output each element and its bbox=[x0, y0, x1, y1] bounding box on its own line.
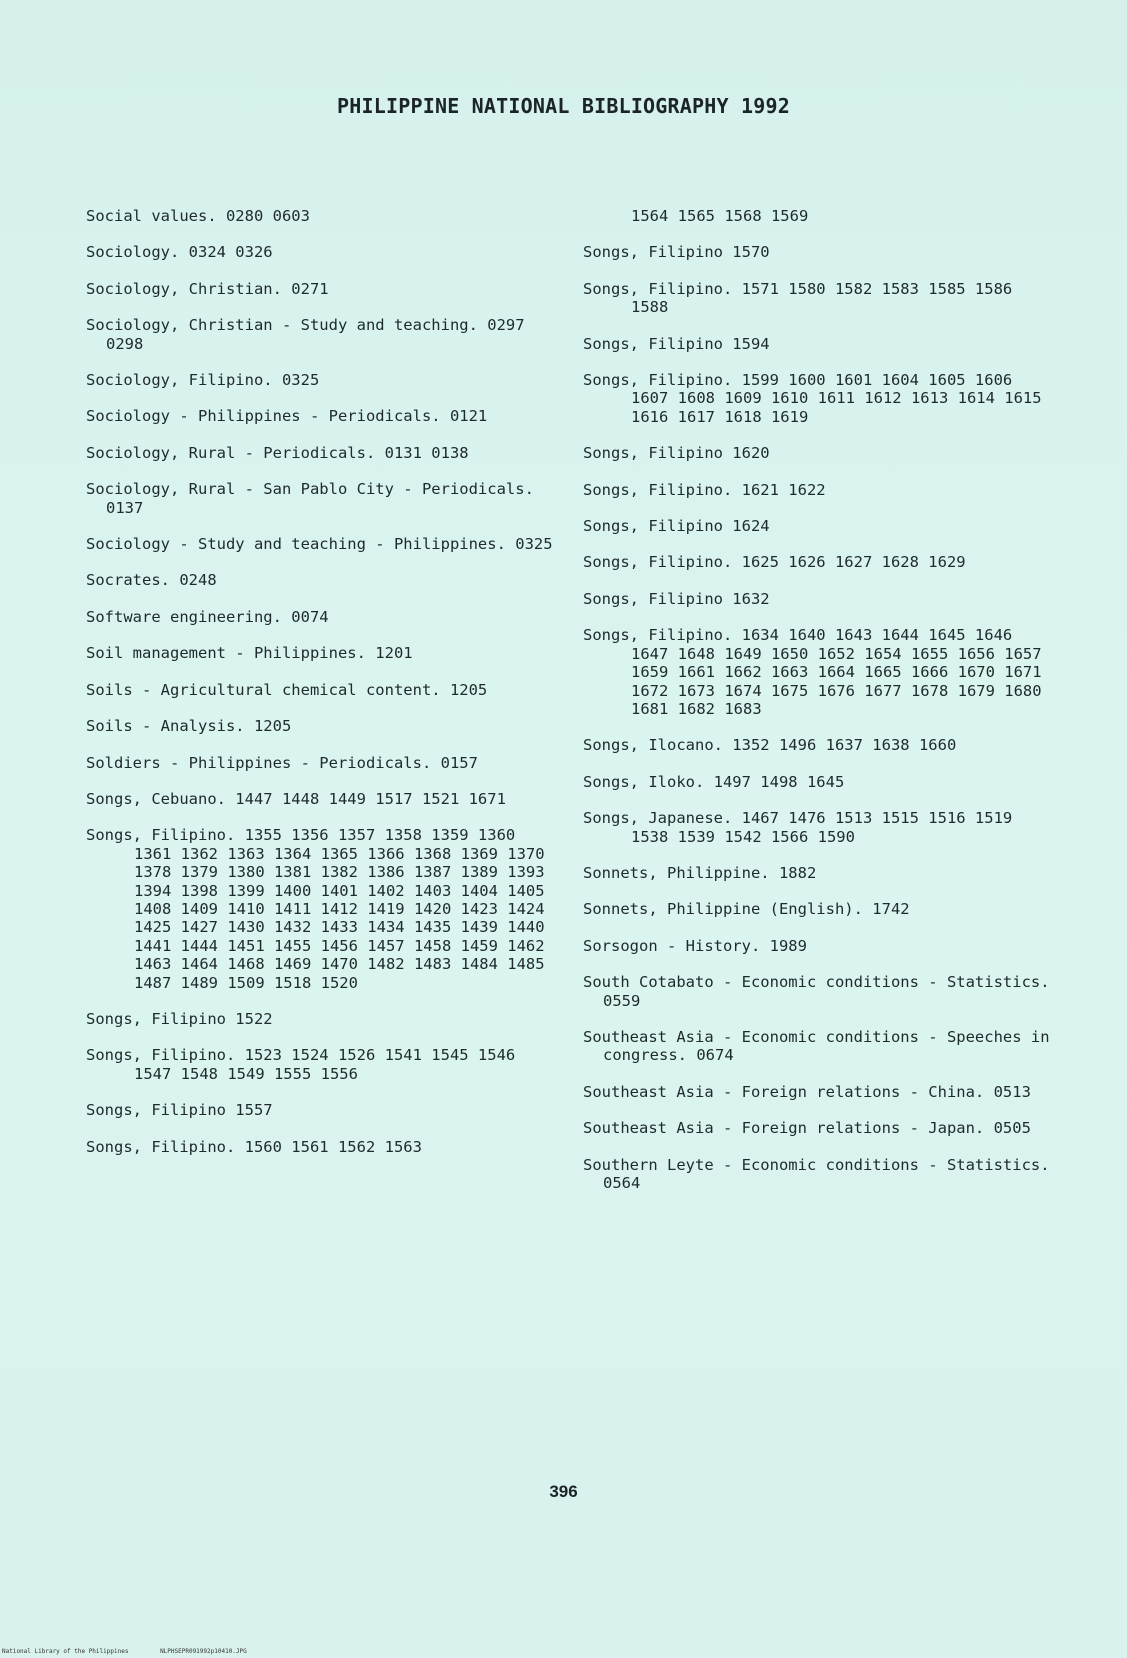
index-entry: Soil management - Philippines. 1201 bbox=[86, 644, 413, 663]
index-entry: Sonnets, Philippine. 1882 bbox=[583, 863, 817, 882]
index-entry: Sociology, Filipino. 0325 bbox=[86, 371, 320, 390]
file-id: NLPHSEPR091992p10410.JPG bbox=[160, 1648, 247, 1655]
index-entry: Sociology, Christian - Study and teaching. 0297 0298 bbox=[86, 316, 525, 353]
left-column bbox=[86, 207, 556, 1174]
index-entry: Songs, Cebuano. 1447 1448 1449 1517 1521 1671 bbox=[86, 789, 506, 808]
index-entry: Songs, Japanese. 1467 1476 1513 1515 1516 1519 1538 1539 1542 1566 1590 bbox=[583, 809, 1013, 846]
index-entry: Sociology. 0324 0326 bbox=[86, 243, 273, 262]
index-entry: Sociology - Philippines - Periodicals. 0121 bbox=[86, 407, 488, 426]
index-entry: Socrates. 0248 bbox=[86, 571, 217, 590]
index-entry: Soils - Analysis. 1205 bbox=[86, 717, 292, 736]
index-entry: South Cotabato - Economic conditions - Statistics. 0559 bbox=[583, 973, 1050, 1010]
index-entry: Songs, Filipino 1570 bbox=[583, 243, 770, 262]
right-column bbox=[583, 207, 1053, 1210]
index-entry: Songs, Filipino 1557 bbox=[86, 1101, 273, 1120]
index-entry: Songs, Filipino. 1634 1640 1643 1644 1645 1646 1647 1648 1649 1650 1652 1654 1655 1656 1657 1659 1661 1662 1663 1664 1665 1666 1670 1671 1672 1673 1674 1675 1676 1677 1678 1679 1680 1681 1682 1683 bbox=[583, 626, 1042, 718]
index-entry: Songs, Filipino 1620 bbox=[583, 444, 770, 463]
index-entry: Sociology - Study and teaching - Philippines. 0325 bbox=[86, 535, 553, 554]
index-entry: Sorsogon - History. 1989 bbox=[583, 936, 807, 955]
index-entry: Software engineering. 0074 bbox=[86, 607, 329, 626]
index-entry: Songs, Filipino 1624 bbox=[583, 517, 770, 536]
index-entry: Sociology, Christian. 0271 bbox=[86, 279, 329, 298]
index-entry: Southeast Asia - Foreign relations - China. 0513 bbox=[583, 1082, 1031, 1101]
index-entry: Songs, Filipino 1632 bbox=[583, 589, 770, 608]
index-entry: Songs, Filipino. 1599 1600 1601 1604 1605 1606 1607 1608 1609 1610 1611 1612 1613 1614 1615 1616 1617 1618 1619 bbox=[583, 371, 1042, 426]
index-entry: Sociology, Rural - San Pablo City - Periodicals. 0137 bbox=[86, 480, 534, 517]
index-entry: Soils - Agricultural chemical content. 1205 bbox=[86, 680, 488, 699]
index-entry: Songs, Filipino. 1571 1580 1582 1583 1585 1586 1588 bbox=[583, 279, 1013, 317]
index-entry: Sociology, Rural - Periodicals. 0131 0138 bbox=[86, 443, 469, 462]
library-credit: National Library of the Philippines bbox=[2, 1648, 129, 1655]
index-entry-continuation: 1564 1565 1568 1569 bbox=[631, 207, 809, 225]
index-entry: Southeast Asia - Economic conditions - Speeches in congress. 0674 bbox=[583, 1027, 1050, 1065]
index-entry: Southern Leyte - Economic conditions - Statistics. 0564 bbox=[583, 1155, 1050, 1192]
index-entry: Songs, Filipino. 1560 1561 1562 1563 bbox=[86, 1137, 422, 1156]
index-entry: Songs, Filipino 1522 bbox=[86, 1009, 273, 1028]
index-entry: Songs, Iloko. 1497 1498 1645 bbox=[583, 772, 845, 791]
index-entry: Songs, Ilocano. 1352 1496 1637 1638 1660 bbox=[583, 736, 957, 755]
page-title: PHILIPPINE NATIONAL BIBLIOGRAPHY 1992 bbox=[337, 94, 790, 118]
index-entry: Songs, Filipino. 1621 1622 bbox=[583, 480, 826, 499]
index-entry: Songs, Filipino. 1523 1524 1526 1541 1545 1546 1547 1548 1549 1555 1556 bbox=[86, 1046, 516, 1083]
index-entry: Sonnets, Philippine (English). 1742 bbox=[583, 900, 910, 919]
page-number: 396 bbox=[549, 1482, 578, 1501]
index-entry: Songs, Filipino 1594 bbox=[583, 334, 770, 353]
index-entry: Social values. 0280 0603 bbox=[86, 207, 310, 225]
index-entry: Southeast Asia - Foreign relations - Japan. 0505 bbox=[583, 1119, 1031, 1138]
index-entry: Soldiers - Philippines - Periodicals. 0157 bbox=[86, 753, 478, 772]
index-entry: Songs, Filipino. 1625 1626 1627 1628 1629 bbox=[583, 553, 966, 572]
scan-credit-footer bbox=[2, 1648, 275, 1655]
index-entry: Songs, Filipino. 1355 1356 1357 1358 1359 1360 1361 1362 1363 1364 1365 1366 1368 1369 1370 1378 1379 1380 1381 1382 1386 1387 1389 1393 1394 1398 1399 1400 1401 1402 1403 1404 1405 1408 1409 1410 1411 1412 1419 1420 1423 1424 1425 1427 1430 1432 1433 1434 1435 1439 1440 1441 1444 1451 1455 1456 1457 1458 1459 1462 1463 1464 1468 1469 1470 1482 1483 1484 1485 1487 1489 1509 1518 1520 bbox=[86, 826, 545, 992]
